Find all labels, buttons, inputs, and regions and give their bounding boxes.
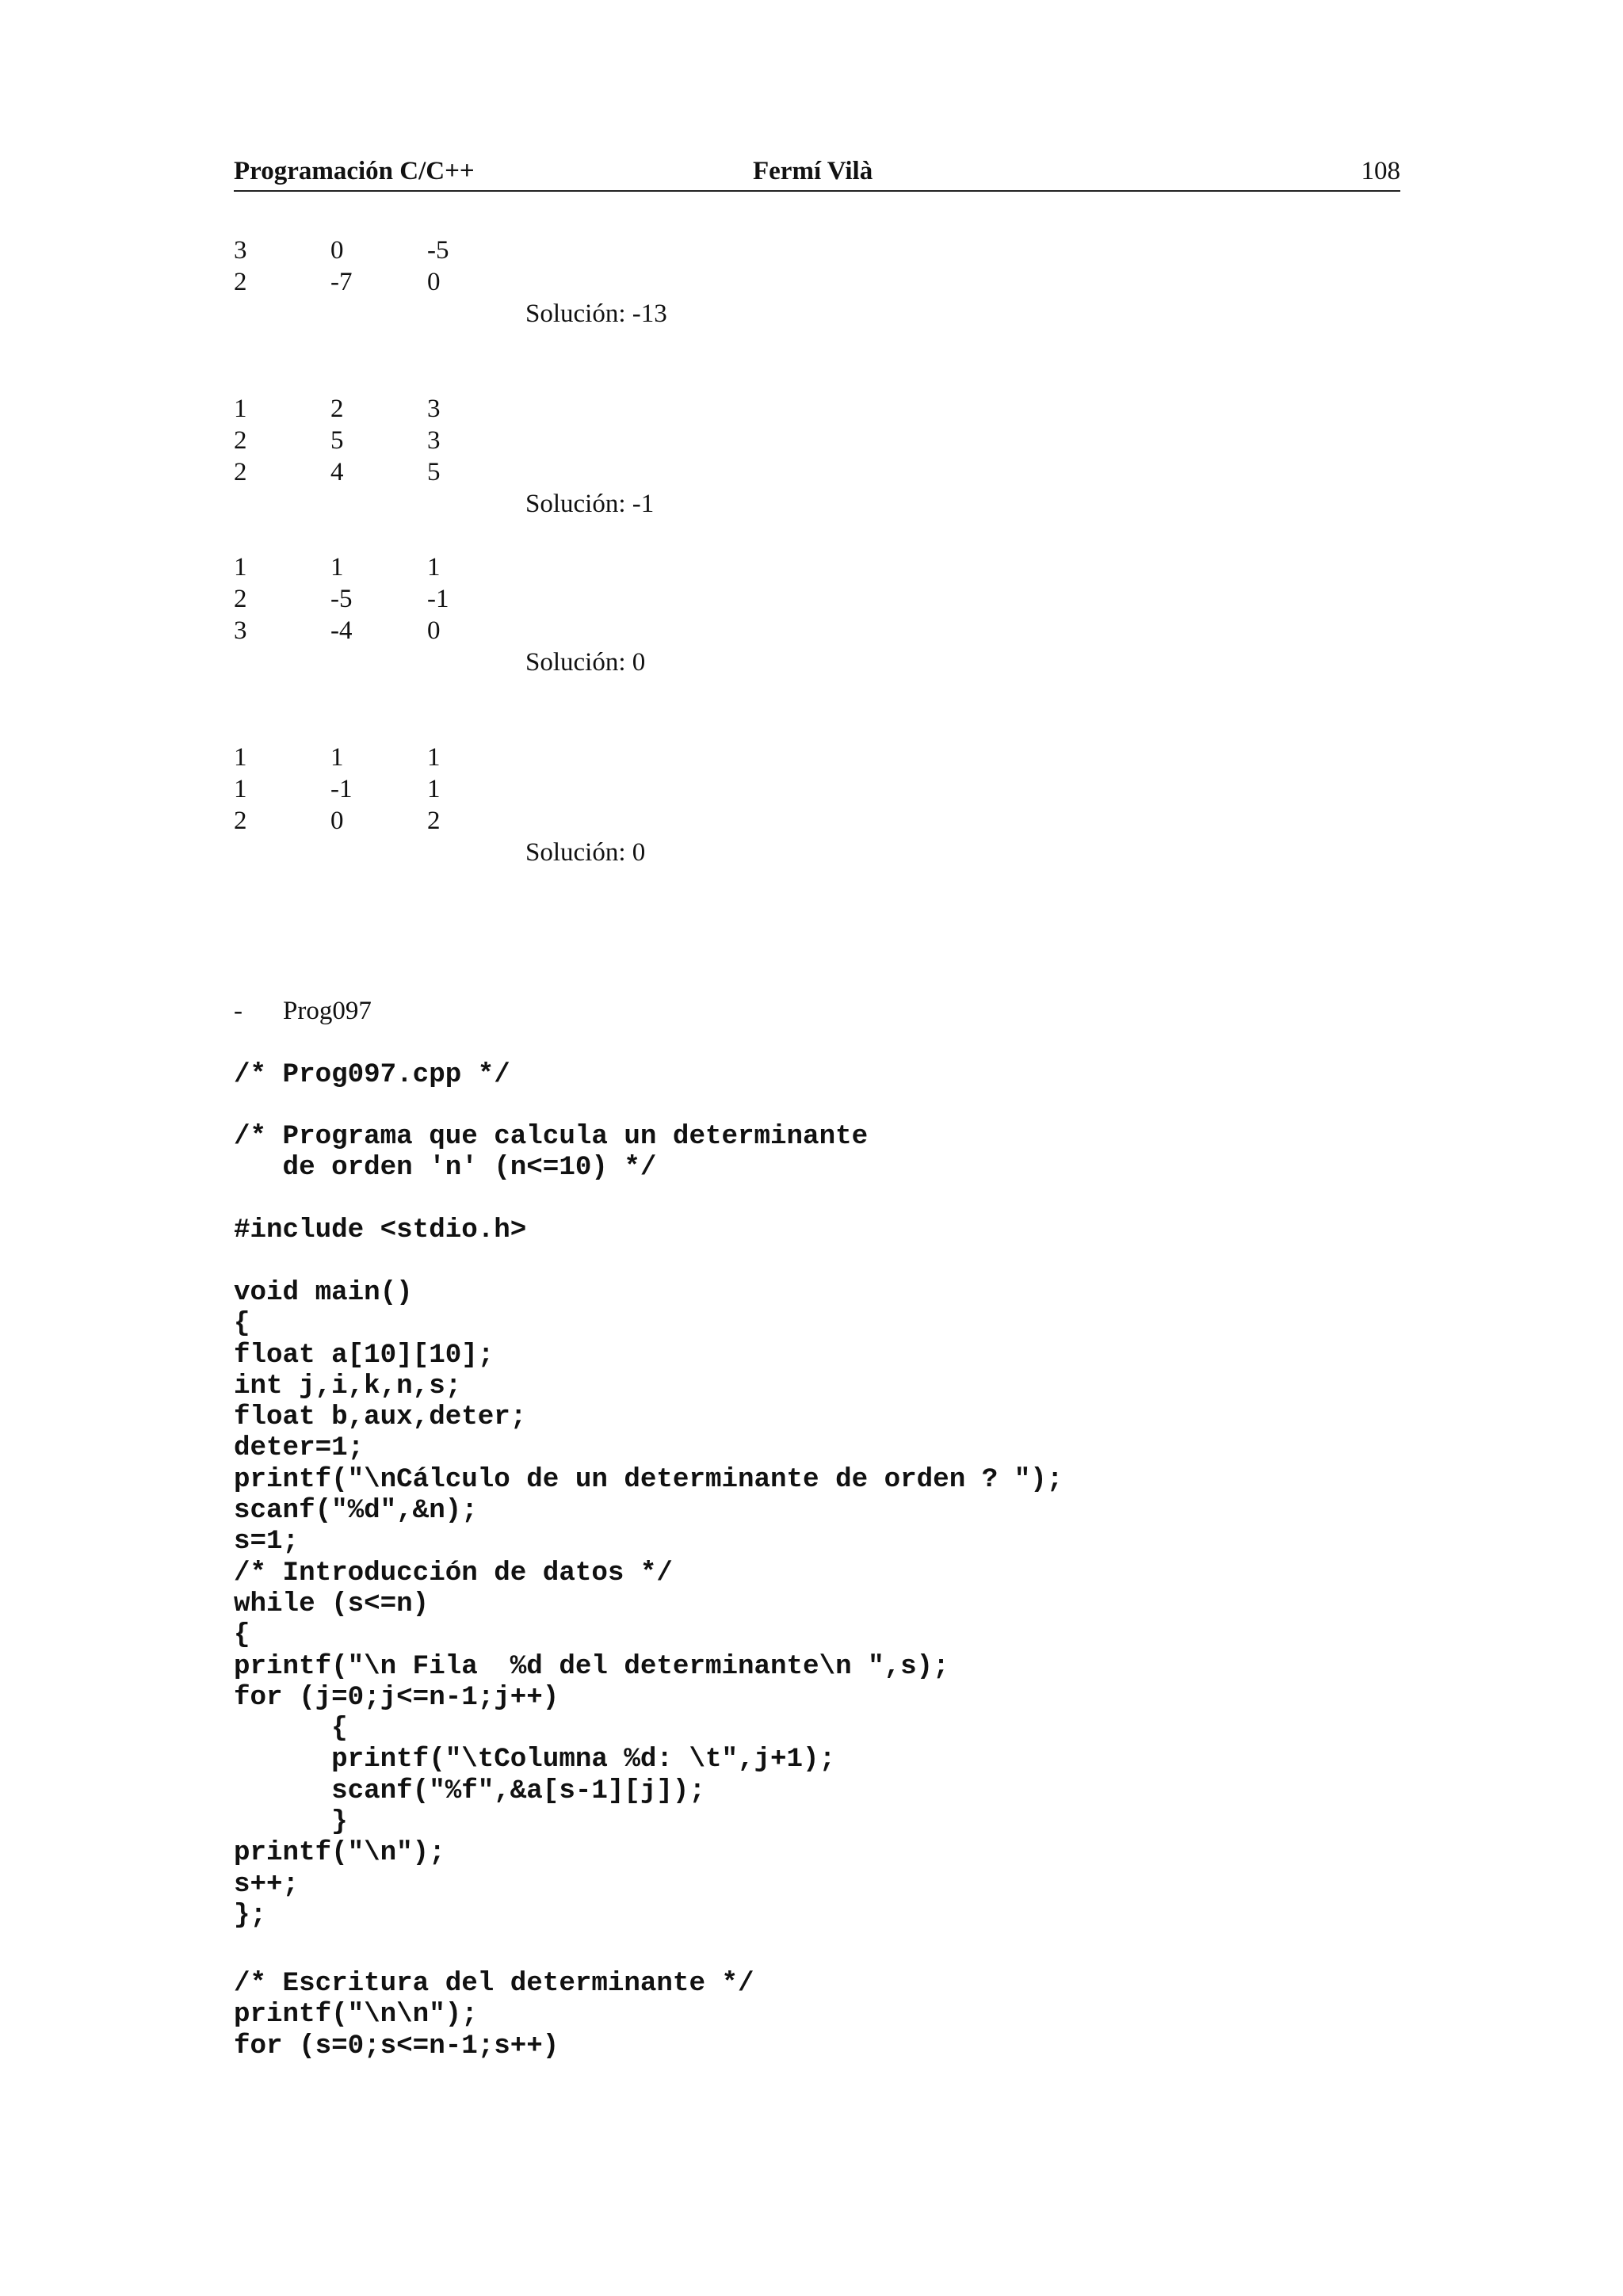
code-block (234, 1969, 754, 2062)
code-block (234, 1060, 510, 1091)
matrix-cell: 4 (330, 458, 344, 486)
code-line: } (234, 1807, 348, 1838)
matrix-cell: 0 (330, 807, 344, 835)
matrix-cell: 1 (330, 553, 344, 582)
program-name: Prog097 (283, 997, 372, 1025)
code-line: s=1; (234, 1527, 300, 1558)
code-line: void main() (234, 1278, 413, 1308)
code-line: { (234, 1620, 250, 1651)
matrix-cell: 5 (427, 458, 441, 486)
matrix-cell: 1 (427, 743, 441, 772)
matrix-cell: 2 (234, 807, 247, 835)
code-line: { (234, 1309, 250, 1340)
matrix-cell: 2 (234, 426, 247, 455)
matrix-cell: 2 (234, 585, 247, 613)
code-line: }; (234, 1900, 267, 1931)
code-line: s++; (234, 1869, 300, 1900)
code-line: { (234, 1714, 348, 1745)
matrix-cell: 0 (427, 616, 441, 645)
code-line: printf("\nCálculo de un determinante de orden ? "); (234, 1464, 1064, 1495)
code-line: float b,aux,deter; (234, 1402, 527, 1433)
solution-text: Solución: 0 (525, 648, 646, 677)
code-block (234, 1122, 868, 1184)
code-line: /* Prog097.cpp */ (234, 1060, 510, 1090)
code-line: /* Escritura del determinante */ (234, 1969, 754, 1999)
matrix-cell: -7 (330, 268, 353, 296)
matrix-cell: -1 (427, 585, 449, 613)
solution-text: Solución: 0 (525, 838, 646, 867)
matrix-cell: 1 (234, 743, 247, 772)
matrix-cell: 2 (234, 458, 247, 486)
code-line: for (s=0;s<=n-1;s++) (234, 2031, 559, 2061)
code-line: scanf("%f",&a[s-1][j]); (234, 1775, 705, 1806)
matrix-cell: -5 (330, 585, 353, 613)
code-line: while (s<=n) (234, 1589, 430, 1619)
matrix-cell: 2 (330, 395, 344, 423)
header-book-title: Programación C/C++ (234, 157, 475, 185)
code-line: printf("\n Fila %d del determinante\n ",s); (234, 1651, 949, 1682)
matrix-cell: 1 (427, 775, 441, 803)
code-line: printf("\n\n"); (234, 2000, 478, 2031)
page-number: 108 (1361, 157, 1400, 185)
matrix-cell: -5 (427, 236, 449, 265)
matrix-cell: 2 (234, 268, 247, 296)
list-bullet: - (234, 997, 242, 1025)
code-line: /* Programa que calcula un determinante (234, 1122, 869, 1152)
code-line: scanf("%d",&n); (234, 1496, 478, 1527)
matrix-cell: 0 (330, 236, 344, 265)
matrix-cell: 1 (234, 775, 247, 803)
code-block (234, 1278, 1063, 1932)
matrix-cell: 3 (234, 236, 247, 265)
matrix-cell: 1 (234, 395, 247, 423)
matrix-cell: 5 (330, 426, 344, 455)
matrix-cell: -4 (330, 616, 353, 645)
matrix-cell: -1 (330, 775, 353, 803)
matrix-cell: 2 (427, 807, 441, 835)
matrix-cell: 3 (427, 395, 441, 423)
code-block (234, 1215, 526, 1246)
code-line: printf("\n"); (234, 1838, 445, 1869)
matrix-cell: 1 (427, 553, 441, 582)
matrix-cell: 0 (427, 268, 441, 296)
solution-text: Solución: -13 (525, 299, 667, 328)
page-header (234, 155, 1400, 192)
code-line: de orden 'n' (n<=10) */ (234, 1153, 657, 1184)
code-line: for (j=0;j<=n-1;j++) (234, 1682, 559, 1713)
code-line: deter=1; (234, 1433, 365, 1464)
code-line: #include <stdio.h> (234, 1215, 527, 1245)
matrix-cell: 1 (330, 743, 344, 772)
solution-text: Solución: -1 (525, 490, 655, 518)
matrix-cell: 1 (234, 553, 247, 582)
header-author: Fermí Vilà (753, 157, 873, 185)
matrix-cell: 3 (427, 426, 441, 455)
code-line: float a[10][10]; (234, 1340, 495, 1371)
code-line: int j,i,k,n,s; (234, 1371, 462, 1402)
code-line: printf("\tColumna %d: \t",j+1); (234, 1745, 836, 1775)
code-line: /* Introducción de datos */ (234, 1558, 673, 1589)
matrix-cell: 3 (234, 616, 247, 645)
